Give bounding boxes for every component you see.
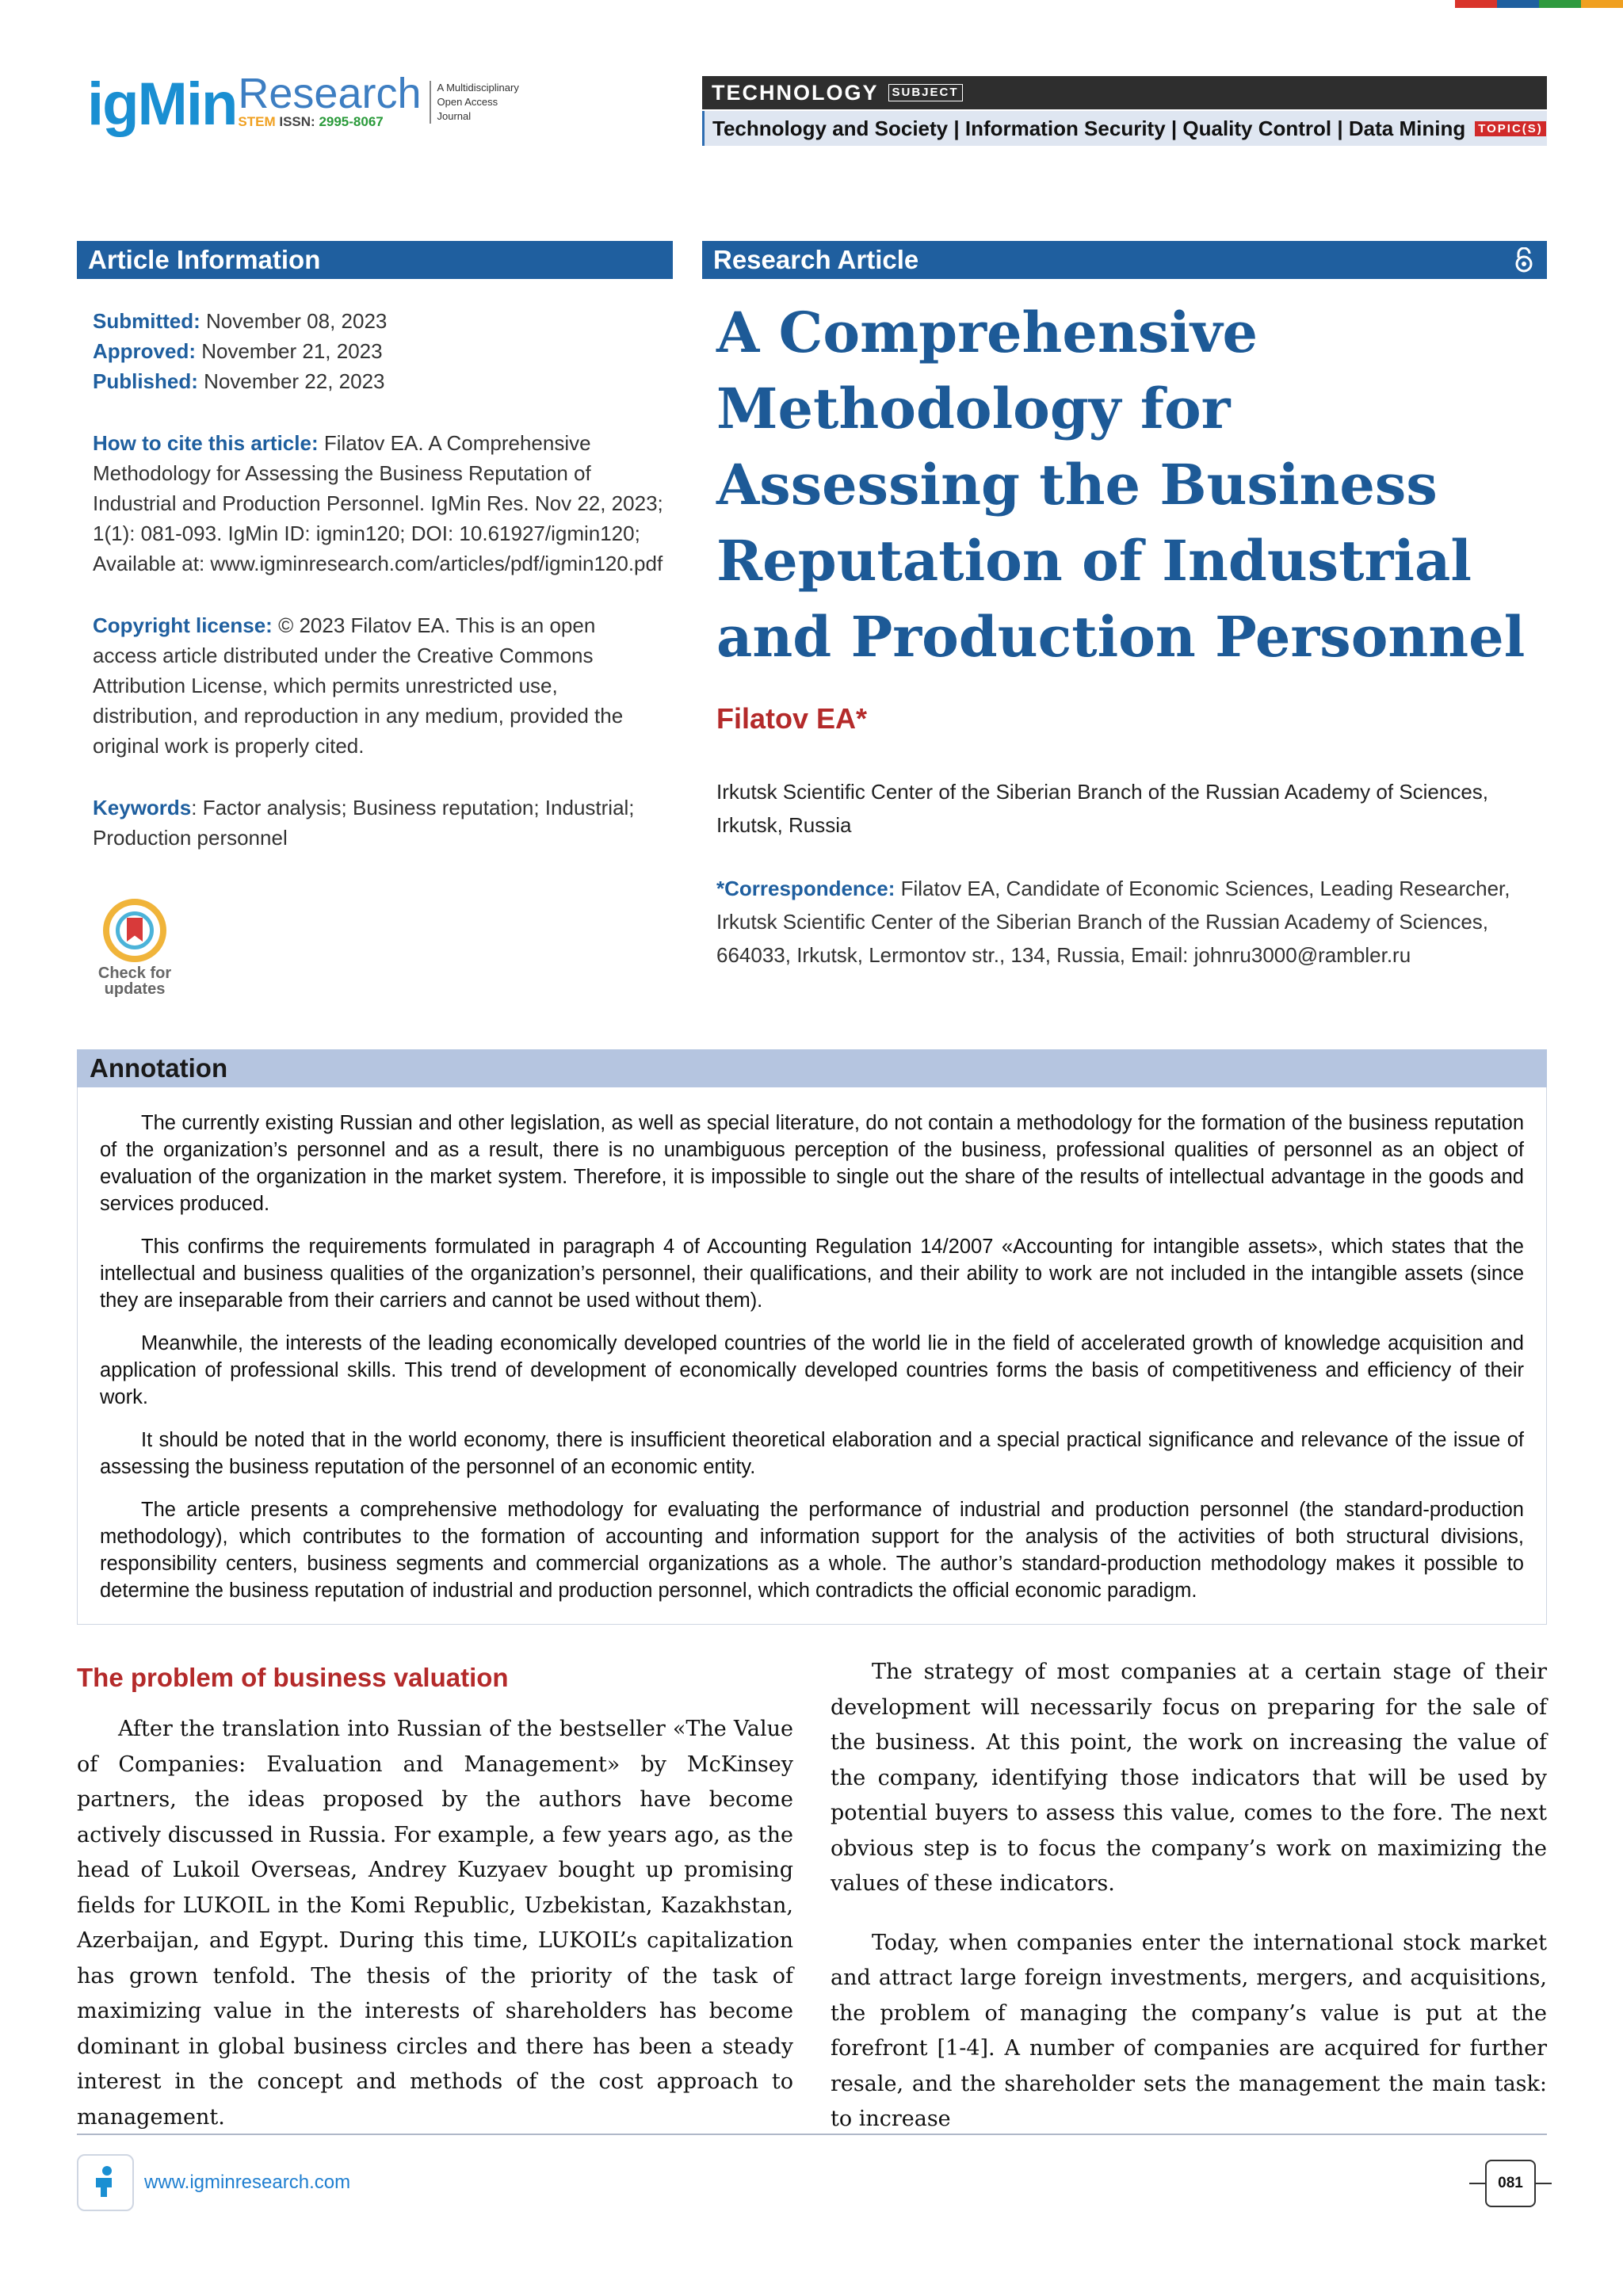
- page-number: 081: [1485, 2160, 1536, 2207]
- section-title: The problem of business valuation: [77, 1663, 509, 1692]
- journal-logo[interactable]: [87, 70, 519, 138]
- body-paragraph: After the translation into Russian of the bestseller «The Value of Companies: Evaluation and Management» by McKinsey partners, the ideas proposed by the authors have become actively discussed in Russia. For example, a few years ago, as the head of Lukoil Overseas, Andrey Kuzyaev bought up promising fields for LUKOIL in the Komi Republic, Uzbekistan, Kazakhstan, Azerbaijan, and Egypt. During this time, LUKOIL’s capitalization has grown tenfold. The thesis of the priority of the task of maximizing value in the interests of shareholders has become dominant in global business circles and there has been a steady interest in the concept and methods of the cost approach to management.: [77, 1717, 793, 2130]
- topics-bar: [702, 111, 1547, 146]
- logo-right: [238, 70, 422, 130]
- annotation-paragraph: It should be noted that in the world economy, there is insufficient theoretical elaboration and a special practical significance and relevance of the issue of assessing the business reputation of the personnel of an economic entity.: [100, 1429, 1524, 1478]
- approved-line: Approved: November 21, 2023: [93, 339, 383, 363]
- published-line: Published: November 22, 2023: [93, 369, 385, 393]
- copyright: Copyright license: © 2023 Filatov EA. This is an open access article distributed under the Creative Commons Attribution License, which permits unrestricted use, distribution, and reproduction in any medium, provided the original work is properly cited.: [93, 613, 624, 758]
- check-for-updates-button[interactable]: [89, 899, 181, 997]
- top-color-stripes: [1455, 0, 1623, 8]
- stripe-green: [1539, 0, 1581, 8]
- correspondence: *Correspondence: Filatov EA, Candidate of Economic Sciences, Leading Researcher, Irkutsk Scientific Center of the Siberian Branch of the Russian Academy of Sciences, 664033, Irkutsk, Lermontov str., 134, Russia, Email: johnru3000@rambler.ru: [716, 877, 1510, 967]
- keywords: Keywords: Factor analysis; Business reputation; Industrial; Production personnel: [93, 796, 635, 850]
- stripe-red: [1455, 0, 1497, 8]
- logo-issn: STEM ISSN: 2995-8067: [238, 114, 384, 129]
- stripe-orange: [1581, 0, 1623, 8]
- footer-logo-icon[interactable]: [77, 2154, 134, 2211]
- body-left-column: [77, 1712, 793, 2135]
- annotation-paragraph: The currently existing Russian and other legislation, as well as special literature, do not contain a methodology for the formation of the business reputation of the organization’s personnel and as a result, there is no unambiguous perception of the business, professional qualities of personnel as an object of evaluation of the organization in the market system. Therefore, it is impossible to single out the share of the results of intellectual advantage in the goods and services produced.: [100, 1112, 1524, 1215]
- author-name[interactable]: Filatov EA*: [716, 702, 868, 735]
- subject-label: TECHNOLOGY: [712, 80, 879, 105]
- footer-divider: [77, 2134, 1547, 2135]
- page-number-line-left: [1469, 2183, 1485, 2184]
- article-info: [93, 306, 663, 853]
- body-right-column: [831, 1655, 1547, 2137]
- annotation-paragraph: This confirms the requirements formulated in paragraph 4 of Accounting Regulation 14/2007 «Accounting for intangible assets», which states that the intellectual and business qualities of the organization’s personnel, their qualifications, and their ability to work are not included in the intangible assets (since they are inseparable from their carriers and cannot be used without them).: [100, 1236, 1524, 1312]
- body-paragraph: The strategy of most companies at a certain stage of their development will necessarily focus on preparing for the sale of the business. At this point, the work on increasing the value of the company, identifying those indicators that will be used by potential buyers to assess this value, comes to the fore. The next obvious step is to focus the company’s work on maximizing the values of these indicators.: [831, 1660, 1547, 1896]
- stripe-blue: [1497, 0, 1539, 8]
- logo-research: Research: [238, 70, 422, 117]
- body-paragraph: Today, when companies enter the international stock market and attract large foreign investments, mergers, and acquisitions, the problem of managing the company’s value is put at the forefront [1-4]. A number of companies are acquired for further resale, and the shareholder sets the management the main task: to increase: [831, 1930, 1547, 2131]
- subject-badge: SUBJECT: [888, 84, 963, 101]
- annotation-paragraph: Meanwhile, the interests of the leading economically developed countries of the world lie in the field of accelerated growth of knowledge acquisition and application of professional skills. This trend of development of economically developed countries forms the basis of competitiveness and efficiency of their work.: [100, 1332, 1524, 1408]
- subject-bar: [702, 76, 1547, 109]
- affiliation: Irkutsk Scientific Center of the Siberian Branch of the Russian Academy of Sciences, Irkutsk, Russia: [716, 780, 1489, 837]
- igmin-icon: [90, 2165, 121, 2200]
- logo-wordmark: igMin: [87, 71, 237, 138]
- research-article-heading: [702, 241, 1547, 279]
- page-number-line-right: [1536, 2183, 1552, 2184]
- article-info-heading: Article Information: [77, 241, 673, 279]
- article-title: A Comprehensive Methodology for Assessing the Business Reputation of Industrial and Production Personnel: [716, 300, 1526, 670]
- annotation-heading: Annotation: [77, 1049, 1547, 1087]
- citation: How to cite this article: Filatov EA. A Comprehensive Methodology for Assessing the Business Reputation of Industrial and Production Personnel. IgMin Res. Nov 22, 2023; 1(1): 081-093. IgMin ID: igmin120; DOI: 10.61927/igmin120; Available at: www.igminresearch.com/articles/pdf/igmin120.pdf: [93, 431, 663, 575]
- topics-badge: TOPIC(S): [1475, 121, 1546, 136]
- check-for-updates-label: Check for updates: [97, 965, 172, 998]
- footer-url-link[interactable]: www.igminresearch.com: [144, 2172, 351, 2193]
- topics-list: Technology and Society | Information Security | Quality Control | Data Mining: [712, 116, 1466, 140]
- logo-tagline: A Multidisciplinary Open Access Journal: [430, 81, 519, 124]
- crossmark-icon: [103, 899, 166, 962]
- annotation-paragraph: The article presents a comprehensive methodology for evaluating the performance of industrial and production personnel (the standard-production methodology), which contributes to the formation of accounting and information support for the analysis of the activities of both structural divisions, responsibility centers, business segments and commercial organizations as a whole. The author’s standard-production methodology makes it possible to determine the business reputation of industrial and production personnel, which contradicts the official economic paradigm.: [100, 1499, 1524, 1602]
- annotation-body: [77, 1087, 1547, 1625]
- article-type: Research Article: [713, 245, 919, 274]
- open-access-icon: [1512, 247, 1536, 273]
- submitted-line: Submitted: November 08, 2023: [93, 309, 388, 333]
